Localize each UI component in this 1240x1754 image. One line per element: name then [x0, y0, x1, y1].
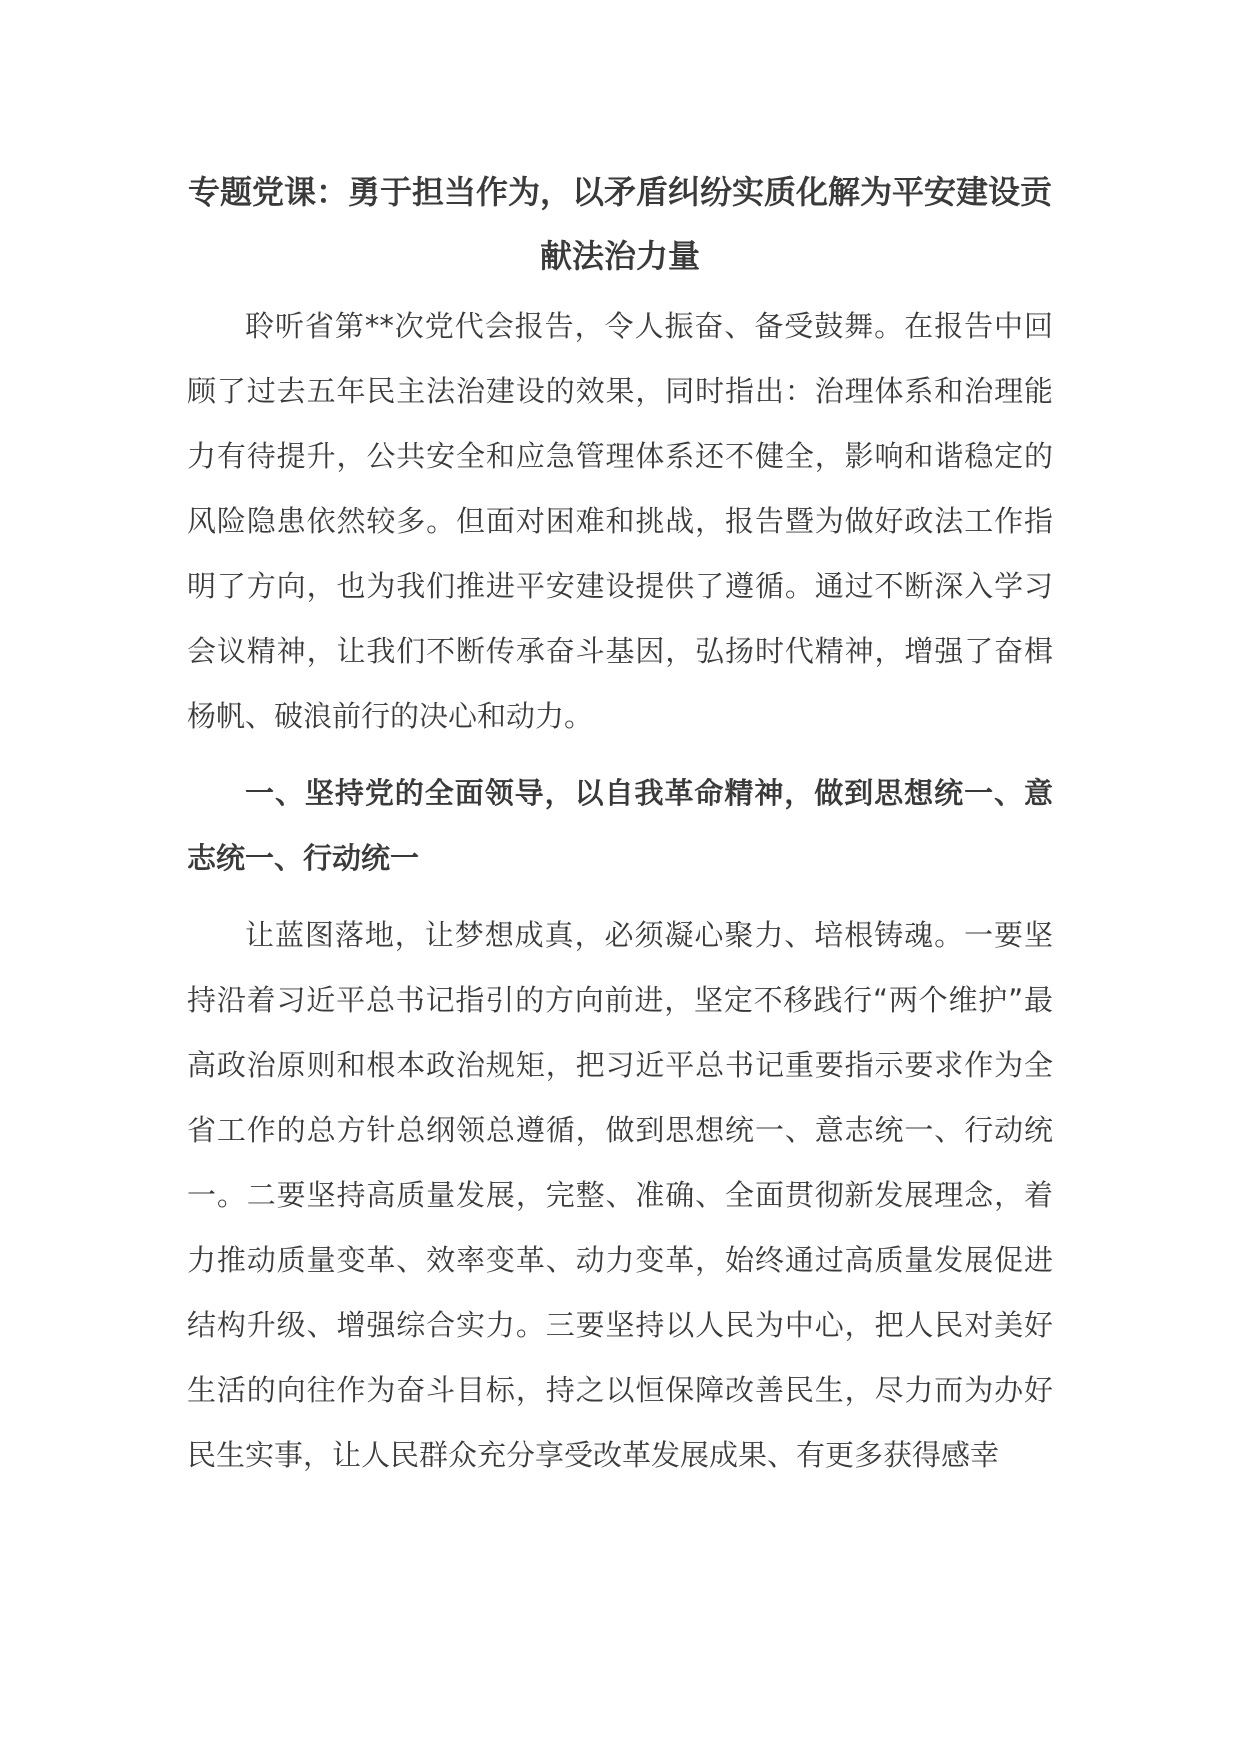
paragraph-section-1: 让蓝图落地，让梦想成真，必须凝心聚力、培根铸魂。一要坚持沿着习近平总书记指引的方向前进，坚定不移践行“两个维护”最高政治原则和根本政治规矩，把习近平总书记重要指示要求作为全省工作的总方针总纲领总遵循，做到思想统一、意志统一、行动统一。二要坚持高质量发展，完整、准确、全面贯彻新发展理念，着力推动质量变革、效率变革、动力变革，始终通过高质量发展促进结构升级、增强综合实力。三要坚持以人民为中心，把人民对美好生活的向往作为奋斗目标，持之以恒保障改善民生，尽力而为办好民生实事，让人民群众充分享受改革发展成果、有更多获得感幸: [187, 918, 1053, 1472]
document-page: [187, 160, 1053, 1500]
section-heading-1: 一、坚持党的全面领导，以自我革命精神，做到思想统一、意志统一、行动统一: [187, 776, 1053, 875]
paragraph-intro: 聆听省第**次党代会报告，令人振奋、备受鼓舞。在报告中回顾了过去五年民主法治建设的效果，同时指出：治理体系和治理能力有待提升，公共安全和应急管理体系还不健全，影响和谐稳定的风险隐患依然较多。但面对困难和挑战，报告暨为做好政法工作指明了方向，也为我们推进平安建设提供了遵循。通过不断深入学习会议精神，让我们不断传承奋斗基因，弘扬时代精神，增强了奋楫杨帆、破浪前行的决心和动力。: [187, 309, 1053, 733]
document-title: 专题党课：勇于担当作为，以矛盾纠纷实质化解为平安建设贡献法治力量: [187, 173, 1052, 275]
